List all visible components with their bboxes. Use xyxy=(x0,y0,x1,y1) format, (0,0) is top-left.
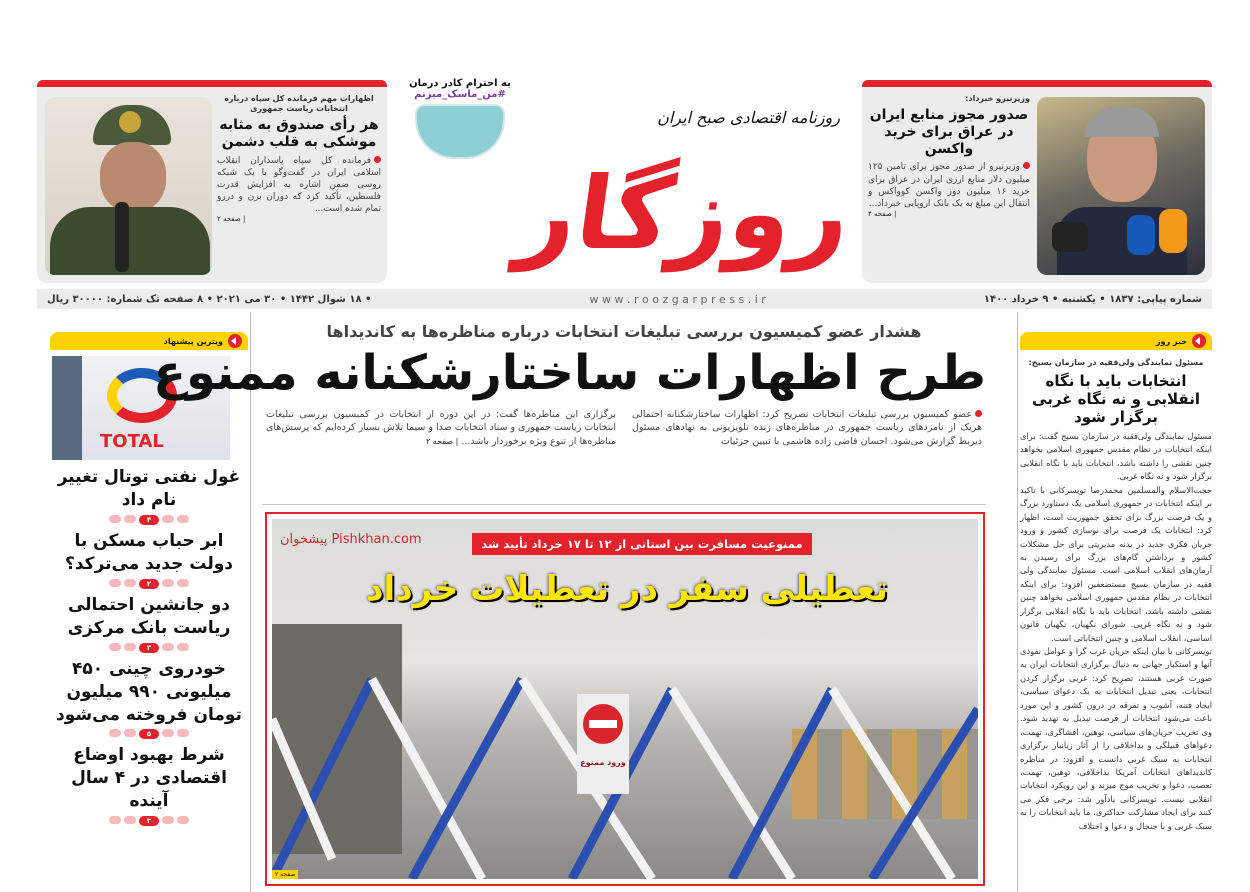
page-badge xyxy=(50,643,248,653)
total-logo-text: TOTAL xyxy=(100,431,164,452)
bullet-icon xyxy=(975,410,982,417)
page-ref[interactable]: صفحه ۲ xyxy=(272,870,298,879)
list-item[interactable] xyxy=(50,594,248,653)
right-column xyxy=(1020,332,1212,833)
section-label: ویترین پیشنهاد xyxy=(163,336,223,346)
page-ref[interactable]: | صفحه ۴ xyxy=(868,209,897,218)
date-price-info: • ۱۸ شوال ۱۴۴۲ • ۳۰ می ۲۰۲۱ • ۸ صفحه تک شماره: ۳۰۰۰۰ ریال xyxy=(47,293,372,305)
headline[interactable]: هر رأی صندوق به مثابه موشکی به قلب دشمن xyxy=(219,117,379,150)
face-mask-icon xyxy=(415,104,505,159)
page-ref[interactable]: | صفحه ۲ xyxy=(425,436,459,446)
lead-text: برگزاری این مناظره‌ها گفت: در این دوره از انتخابات در کمیسیون بررسی تبلیغات انتخابات ریاست جمهوری و ستاد انتخابات صدا و سیما تلاش بسیار کرده‌ایم که پرسش‌های مناظره‌ها از تنوع ویژه برخوردار باشد... xyxy=(266,409,616,447)
page-number: ۳ xyxy=(139,643,159,653)
paragraph: تویسرکانی با بیان اینکه جریان غرب گرا و عوامل نفوذی آنها و استکبار جهانی به دنبال برگزاری انتخابات ایران به صورت غربی هستند، تصریح کرد: غربی برگزار کردن انتخابات، یعنی تبدیل انتخابات به یک دعوای سیاسی، ایجاد فتنه، آشوب و تفرقه در درون کشور و این مورد باعث می‌شود انتخابات از فرصت تبدیل به تهدید شود. وی تخریب جریان‌های سیاسی، توهین، افشاگری، تهمت، دعواهای قبیلگی و بداخلاقی را از آثار زیانبار برگزاری انتخابات به سبک غربی دانست و افزود: در مناظره کاندیداهای انتخابات آمریکا بداخلاقی، توهین، تهمت، تعصب، دعوا و تخریب موج میزند و این رویکرد انتخابات انقلابی نیست. تویسرکانی یادآور شد: برخی فکر می کنند برای ایجاد مشارکت حداکثری، ما باید انتخابات را به سبک غربی و با جنجال و دعوا و اختلاف xyxy=(1020,646,1212,831)
no-entry-icon xyxy=(583,704,623,744)
page-badge xyxy=(50,729,248,739)
photo-kicker: ممنوعیت مسافرت بین استانی از ۱۲ تا ۱۷ خرداد تأیید شد xyxy=(472,533,812,555)
page-number: ۳ xyxy=(139,816,159,826)
item-headline[interactable]: دو جانشین احتمالی ریاست بانک مرکزی xyxy=(67,594,231,638)
photo-story[interactable] xyxy=(265,512,985,886)
pishkhan-watermark: پیشخوان Pishkhan.com xyxy=(280,532,422,547)
item-headline[interactable]: ابر حباب مسکن با دولت جدید می‌ترکد؟ xyxy=(64,530,234,574)
page-badge xyxy=(50,579,248,589)
road-barrier-photo xyxy=(272,519,978,879)
masthead xyxy=(390,78,860,286)
sign-text: ورود ممنوع xyxy=(580,758,626,767)
paragraph: حجت‌الاسلام والمسلمین محمدرضا تویسرکانی با تاکید بر اینکه انتخابات در جمهوری اسلامی یک دستاورد بزرگ و یک فرصت بزرگ برای تحقق جمهوریت است، اظهار کرد: انتخابات یک فرصت برای نوسازی کشور و ورود جریان فکری جدید در بدنه مدیریتی برای حل مشکلات کشور و برداشتن گام‌های بزرگ برای رسیدن به آرمان‌های انقلاب اسلامی است. مسئول نمایندگی ولی فقیه در سازمان بسیج مستضعفین افزود: برای اینکه انتخابات در نظام مقدس جمهوری اسلامی بخواهد چنین نقشی داشته باشد، انتخابات باید با نگاه انقلابی برگزار شود و نه نگاه غربی. شورای نگهبان، نگهبان قانون اساسی، انقلاب اسلامی و چنین انتخاباتی است. xyxy=(1020,484,1212,643)
kicker: وزیرنیرو خبرداد: xyxy=(965,94,1030,103)
item-headline[interactable]: شرط بهبود اوضاع اقتصادی در ۴ سال آینده xyxy=(71,745,227,812)
page-number: ۵ xyxy=(139,729,159,739)
lead-kicker: هشدار عضو کمیسیون بررسی تبلیغات انتخابات درباره مناظره‌ها به کاندیداها xyxy=(326,322,922,341)
kicker: مسئول نمایندگی ولی‌فقیه در سازمان بسیج: xyxy=(1028,358,1204,367)
item-headline[interactable]: خودروی چینی ۴۵۰ میلیونی ۹۹۰ میلیون تومان فروخته می‌شود xyxy=(56,658,242,725)
summary-text: وزیرنیرو از صدور مجوز برای تامین ۱۲۵ میلیون دلار منابع ارزی ایران در عراق برای خرید ۱۶ میلیون دوز واکسن کوواکس و انتقال این مبلغ به یک بانک اروپایی خبرداد... xyxy=(868,162,1030,209)
list-item[interactable] xyxy=(50,466,248,525)
newspaper-logo[interactable]: روزگار xyxy=(511,155,859,272)
paragraph: مسئول نمایندگی ولی‌فقیه در سازمان بسیج گفت: برای اینکه انتخابات در نظام مقدس جمهوری اسلامی بخواهد چنین نقشی را داشته باشد، انتخابات باید با نگاه انقلابی برگزار شود و نه نگاه غربی. xyxy=(1020,431,1212,482)
kicker: اظهارات مهم فرمانده کل سپاه درباره انتخابات ریاست جمهوری xyxy=(224,94,374,113)
item-headline[interactable]: غول نفتی توتال تغییر نام داد xyxy=(57,467,241,510)
lead-headline[interactable]: طرح اظهارات ساختارشکنانه ممنوع xyxy=(153,345,986,401)
headline[interactable]: انتخابات باید با نگاه انقلابی و نه نگاه غربی برگزار شود xyxy=(1032,372,1200,426)
page-number: ۲ xyxy=(139,579,159,589)
divider xyxy=(262,504,986,505)
bullet-icon xyxy=(374,156,381,163)
red-top-bar xyxy=(862,80,1212,87)
summary xyxy=(868,161,1030,210)
section-header xyxy=(1020,332,1212,350)
top-right-story[interactable] xyxy=(862,80,1212,283)
bullet-icon xyxy=(1023,162,1030,169)
tagline: روزنامه اقتصادی صبح ایران xyxy=(657,108,840,127)
top-left-story[interactable] xyxy=(37,80,387,283)
headline[interactable]: صدور مجوز منابع ایران در عراق برای خرید واکسن xyxy=(869,107,1029,157)
left-column xyxy=(50,332,248,831)
red-top-bar xyxy=(37,80,387,87)
mask-title: به احترام کادر درمان xyxy=(409,78,511,89)
summary-text: فرمانده کل سپاه پاسداران انقلاب اسلامی ایران در گفت‌وگو با یک شبکه روسی ضمن اشاره به افزایش قدرت فلسطین، تأکید کرد که دوران بزن و دررو تمام شده است... xyxy=(217,155,381,215)
website-url[interactable]: w w w . r o o z g a r p r e s s . i r xyxy=(589,292,766,306)
section-label: خبر روز xyxy=(1156,336,1187,346)
list-item[interactable] xyxy=(50,658,248,740)
mask-hashtag: #من_ماسک_میزنم xyxy=(414,89,506,100)
list-item[interactable] xyxy=(50,530,248,589)
minister-photo xyxy=(1037,97,1205,275)
irna-mic-logo xyxy=(1052,222,1088,252)
lead-col-1 xyxy=(632,408,982,448)
commander-photo xyxy=(45,97,212,275)
no-entry-sign xyxy=(577,694,629,794)
list-item[interactable] xyxy=(50,744,248,826)
info-bar xyxy=(37,289,1212,309)
page-badge xyxy=(50,816,248,826)
page-number: ۴ xyxy=(139,515,159,525)
play-icon xyxy=(1192,334,1206,348)
lead-col-2 xyxy=(266,408,616,448)
photo-headline[interactable]: تعطیلی سفر در تعطیلات خرداد xyxy=(366,569,888,609)
page-ref[interactable]: | صفحه ۲ xyxy=(217,215,246,224)
column-divider xyxy=(1017,312,1018,892)
page-badge xyxy=(50,515,248,525)
issue-info: شماره پیاپی: ۱۸۳۷ • یکشنبه • ۹ خرداد ۱۴۰۰ xyxy=(983,293,1202,305)
lead-text: عضو کمیسیون بررسی تبلیغات انتخابات تصریح کرد: اظهارات ساختارشکنانه احتمالی هریک از نامزدهای ریاست جمهوری در مناظره‌های زنده تلویزیونی به نهادهای مسئول ذیربط گزارش می‌شود. احسان قاضی زاده هاشمی با تبیین جزئیات xyxy=(632,409,982,447)
